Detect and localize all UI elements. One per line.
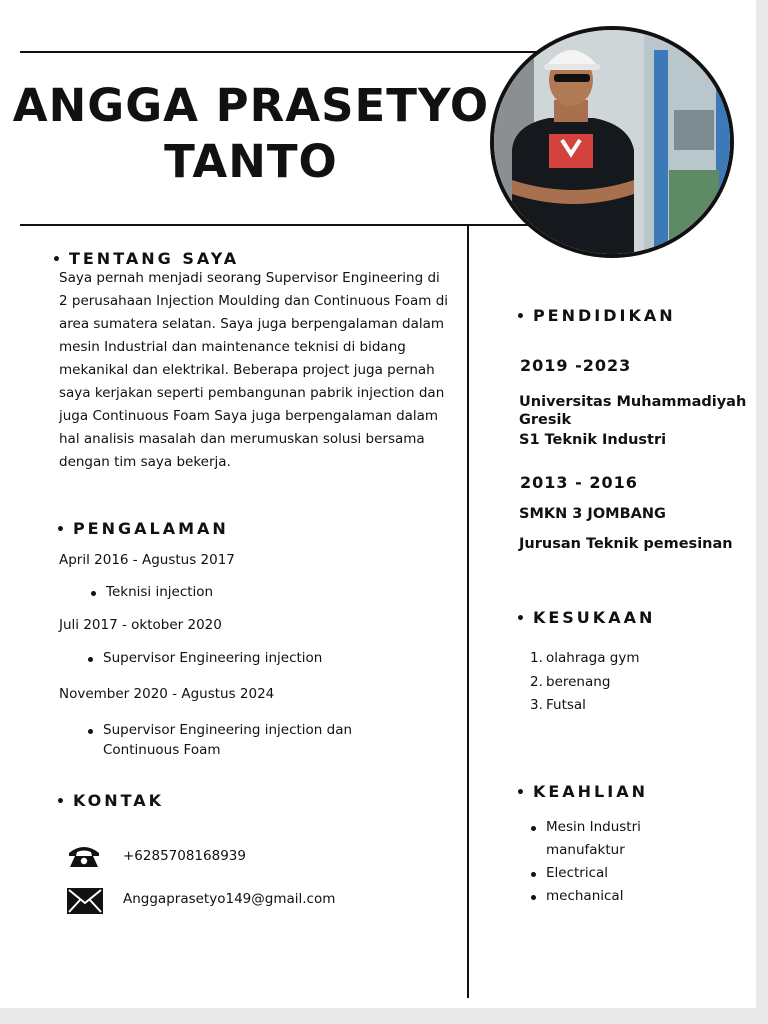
skills-title	[516, 782, 648, 801]
telephone-icon	[67, 843, 101, 869]
full-name	[10, 78, 492, 190]
top-divider	[20, 51, 550, 53]
column-divider	[467, 226, 469, 998]
experience-title-text: PENGALAMAN	[72, 519, 229, 538]
name-line-1: ANGGA PRASETYO	[12, 79, 490, 132]
bullet-icon: •	[52, 252, 61, 268]
experience-role: Teknisi injection	[106, 584, 214, 600]
hobby-item: olahraga gym	[546, 650, 640, 666]
name-line-2: TANTO	[164, 135, 338, 188]
hobbies-title-text: KESUKAAN	[532, 608, 656, 627]
skill-item: mechanical	[546, 888, 624, 904]
about-title-text: TENTANG SAYA	[68, 249, 240, 268]
experience-role-continued: Continuous Foam	[103, 742, 221, 758]
about-text: Saya pernah menjadi seorang Supervisor Engineering di 2 perusahaan Injection Moulding dan Continuous Foam di area sumatera selatan. Saya juga berpengalaman dalam mesin Industrial dan maintenance teknisi di bidang mekanikal dan elektrikal. Beberapa project juga pernah saya kerjakan seperti pembangunan pabrik injection dan juga Continuous Foam Saya juga berpengalaman dalam hal analisis masalah dan merumuskan solusi bersama dengan tim saya bekerja.	[59, 270, 449, 470]
skills-title-text: KEAHLIAN	[532, 782, 648, 801]
hobby-number: 2.	[530, 674, 543, 690]
about-title	[52, 249, 239, 268]
education-years: 2019 -2023	[520, 356, 632, 375]
bullet-icon: •	[56, 522, 65, 538]
experience-period: November 2020 - Agustus 2024	[59, 686, 275, 702]
skill-item: Mesin Industri	[546, 819, 641, 835]
hobbies-title	[516, 608, 655, 627]
hobby-number: 3.	[530, 697, 543, 713]
experience-period: Juli 2017 - oktober 2020	[59, 617, 222, 633]
contact-email[interactable]: Anggaprasetyo149@gmail.com	[123, 891, 336, 907]
education-school: SMKN 3 JOMBANG	[519, 506, 666, 522]
education-title-text: PENDIDIKAN	[532, 306, 676, 325]
hobby-item: berenang	[546, 674, 611, 690]
education-institution: Universitas Muhammadiyah	[519, 394, 747, 410]
hobby-item: Futsal	[546, 697, 586, 713]
experience-period: April 2016 - Agustus 2017	[59, 552, 235, 568]
hobby-number: 1.	[530, 650, 543, 666]
experience-role: Supervisor Engineering injection	[103, 650, 323, 666]
profile-photo-image	[494, 30, 730, 254]
bullet-icon: •	[516, 785, 525, 801]
education-degree: S1 Teknik Industri	[519, 432, 667, 448]
contact-title-text: KONTAK	[72, 791, 165, 810]
header-divider	[20, 224, 530, 226]
experience-role: Supervisor Engineering injection dan	[103, 722, 353, 738]
education-years: 2013 - 2016	[520, 473, 638, 492]
bullet-icon: •	[516, 309, 525, 325]
contact-title	[56, 791, 164, 810]
education-major: Jurusan Teknik pemesinan	[519, 536, 733, 552]
education-title	[516, 306, 676, 325]
contact-phone[interactable]: +6285708168939	[123, 848, 246, 864]
profile-photo	[490, 26, 734, 258]
skill-item-continued: manufaktur	[546, 842, 625, 858]
bullet-icon: •	[516, 611, 525, 627]
envelope-icon	[67, 888, 103, 914]
bullet-icon: •	[56, 794, 65, 810]
skill-item: Electrical	[546, 865, 609, 881]
experience-title	[56, 519, 229, 538]
education-institution-continued: Gresik	[519, 412, 572, 428]
